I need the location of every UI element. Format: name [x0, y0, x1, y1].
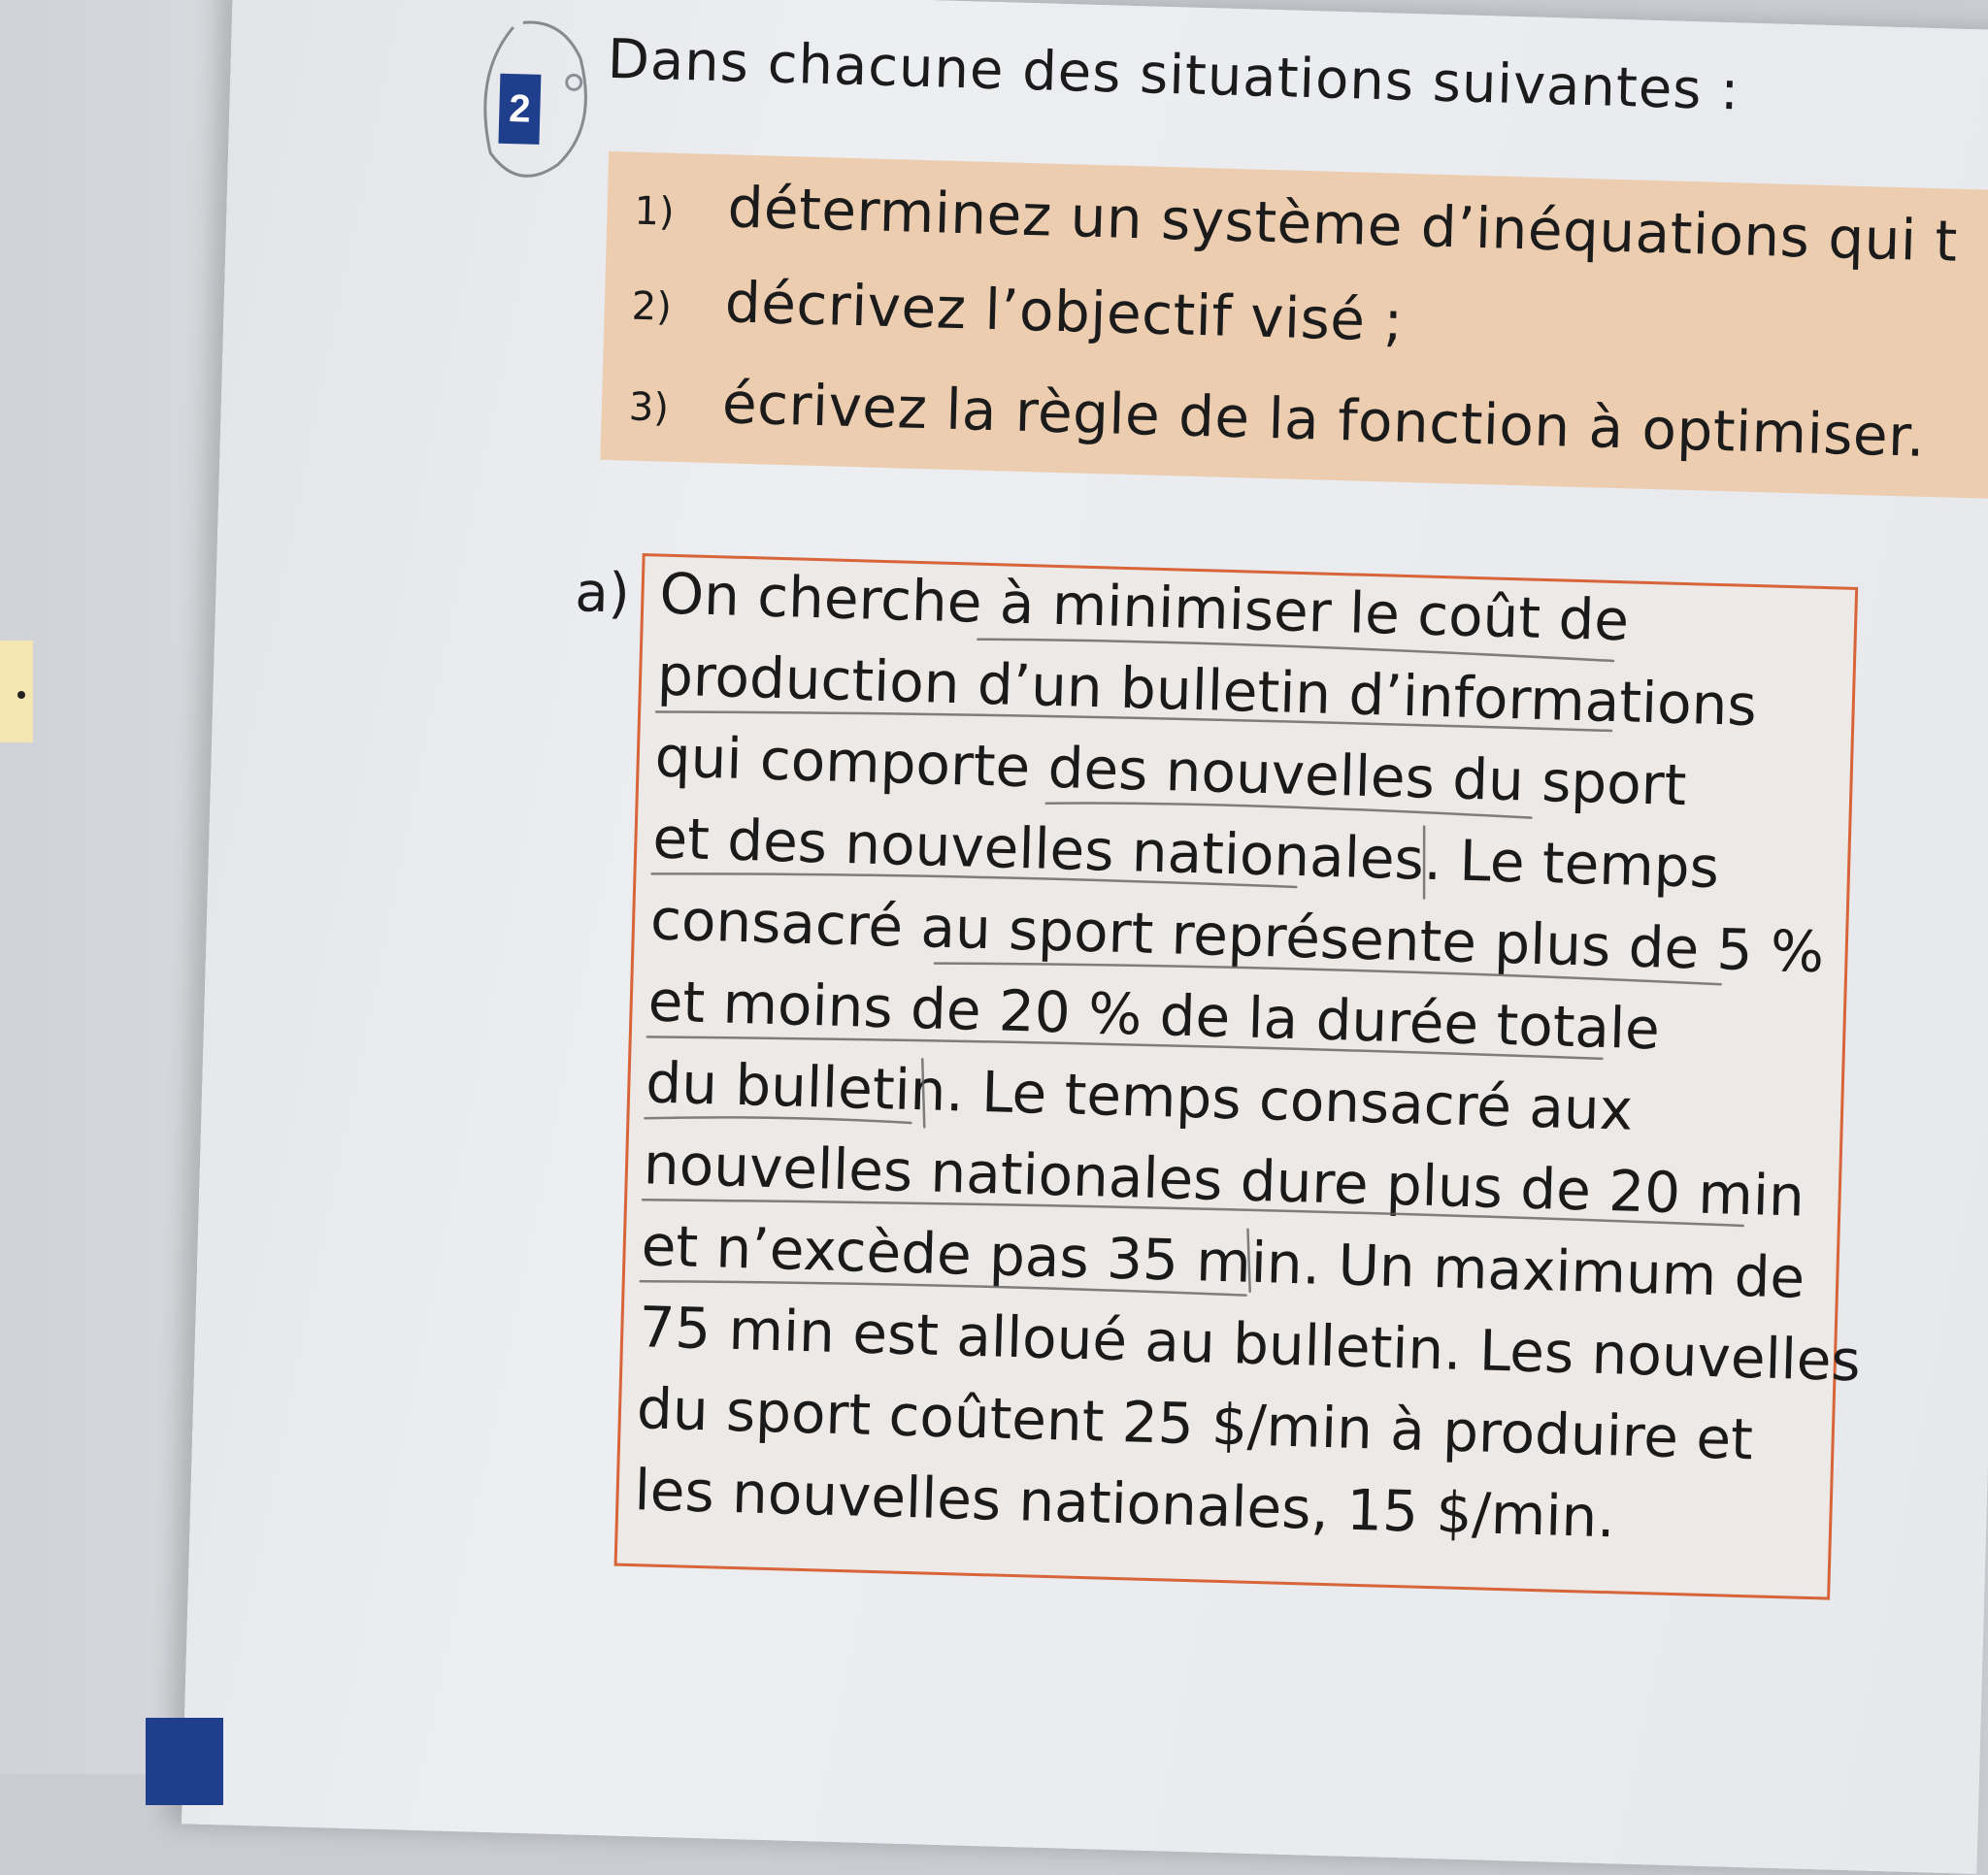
instruction-item-1 [634, 172, 1959, 275]
instruction-number: 1) [633, 188, 676, 235]
problem-box [614, 553, 1862, 1600]
left-page-tab [0, 641, 33, 742]
instruction-text: déterminez un système d’inéquations qui t [726, 174, 1959, 275]
instruction-item-3 [628, 368, 1926, 470]
problem-line: du bulletin. Le temps consacré aux [645, 1049, 1634, 1143]
difficulty-dot-icon [565, 74, 582, 91]
problem-line: du sport coûtent 25 $/min à produire et [636, 1375, 1754, 1473]
instruction-item-2 [631, 267, 1404, 354]
problem-line: On cherche à minimiser le coût de [658, 560, 1630, 654]
exercise-heading: Dans chacune des situations suivantes : [606, 27, 1741, 123]
problem-line: les nouvelles nationales, 15 $/min. [633, 1457, 1616, 1551]
instructions-box [600, 151, 1988, 501]
problem-line: production d’un bulletin d’informations [656, 641, 1758, 740]
problem-line: nouvelles nationales dure plus de 20 min [643, 1131, 1806, 1230]
next-exercise-badge [146, 1718, 223, 1805]
instruction-number: 2) [631, 283, 673, 330]
instruction-number: 3) [628, 384, 670, 431]
problem-line: qui comporte des nouvelles du sport [653, 723, 1688, 819]
problem-line: et des nouvelles nationales. Le temps [651, 805, 1720, 902]
instruction-text: écrivez la règle de la fonction à optimiser. [721, 370, 1927, 470]
problem-label: a) [574, 561, 631, 626]
problem-line: et n’excède pas 35 min. Un maximum de [640, 1212, 1806, 1311]
problem-line: et moins de 20 % de la durée totale [646, 968, 1661, 1063]
tab-dot-icon [17, 691, 25, 699]
instruction-text: décrivez l’objectif visé ; [723, 269, 1405, 354]
problem-line: 75 min est alloué au bulletin. Les nouvelles [638, 1294, 1862, 1395]
problem-line: consacré au sport représente plus de 5 % [649, 886, 1825, 986]
exercise-number-badge: 2 [498, 74, 541, 145]
textbook-page [182, 0, 1988, 1874]
